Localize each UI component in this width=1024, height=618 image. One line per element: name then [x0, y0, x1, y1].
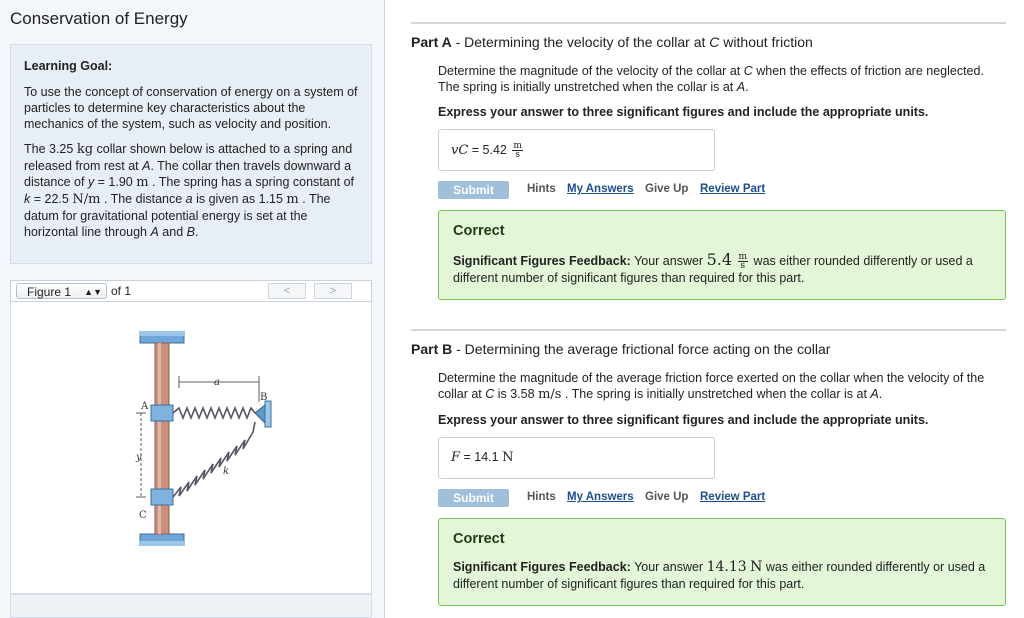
part-a-actions: [438, 181, 1006, 199]
part-b-correct-label: Correct: [453, 531, 505, 547]
part-a-my-answers-link[interactable]: My Answers: [567, 183, 634, 195]
learning-goal-heading: Learning Goal:: [24, 59, 113, 73]
part-b-review-part-link[interactable]: Review Part: [700, 491, 766, 503]
spring-anchor-B: [255, 405, 265, 423]
part-a-feedback-text: Significant Figures Feedback: Your answer 5.4 $\frac{m}{s}$ was either rounded differently or used a different number of significant figures than required for this part.: [453, 250, 973, 286]
part-b-answer-field[interactable]: [438, 437, 715, 479]
part-b-answer: F = 14.1 N: [451, 450, 514, 465]
label-C: C: [139, 510, 147, 521]
spring-stretched: [173, 422, 255, 497]
top-bracket: [140, 335, 184, 343]
updown-arrows-icon: ▲▼: [84, 287, 102, 297]
unit-fraction: $\frac{m}{s}$: [513, 141, 522, 160]
part-a-feedback: [438, 210, 1006, 300]
learning-goal-intro: To use the concept of conservation of energy on a system of particles to determine key characteristics about the mechanics of the system, such as velocity and position.: [24, 85, 358, 131]
part-b-instruction: Express your answer to three significant figures and include the appropriate units.: [438, 413, 929, 427]
part-a-submit-button[interactable]: Submit: [438, 181, 509, 199]
bottom-bracket: [140, 534, 184, 542]
page-title: Conservation of Energy: [10, 9, 188, 28]
part-a-answer-field[interactable]: [438, 129, 715, 171]
part-b-title: Part B - Determining the average frictional force acting on the collar: [411, 341, 831, 357]
velocity-symbol: vC: [451, 142, 469, 158]
label-B: B: [260, 392, 268, 403]
part-a-instruction: Express your answer to three significant figures and include the appropriate units.: [438, 105, 929, 119]
left-panel: [0, 0, 385, 618]
label-a: a: [214, 377, 220, 388]
part-a-correct-label: Correct: [453, 223, 505, 239]
part-a-section: [411, 22, 1006, 300]
next-figure-button[interactable]: >: [314, 283, 352, 299]
label-A: A: [141, 401, 149, 412]
part-b-submit-button[interactable]: Submit: [438, 489, 509, 507]
part-b-actions: [438, 489, 1006, 507]
figure-footer: [10, 594, 372, 618]
force-symbol: F: [451, 450, 461, 465]
part-a-give-up-link[interactable]: Give Up: [645, 183, 689, 195]
figure-area: [10, 302, 372, 594]
figure-toolbar: [10, 280, 372, 302]
collar-at-A: [151, 405, 173, 421]
figure-select[interactable]: Figure 1 ▲▼: [16, 283, 107, 299]
part-b-hints-link[interactable]: Hints: [527, 491, 556, 503]
part-b-feedback: [438, 518, 1006, 606]
spring-unstretched: [173, 408, 255, 418]
part-a-review-part-link[interactable]: Review Part: [700, 183, 766, 195]
problem-statement: The 3.25 kg collar shown below is attached to a spring and released from rest at A. The collar then travels downward a distance of y = 1.90 m . The spring has a spring constant of k = 22.5 N/m . The distance a is given as 1.15 m . The datum for gravitational potential energy is set at the horizontal line through A and B.: [24, 142, 355, 239]
part-a-description: Determine the magnitude of the velocity of the collar at C when the effects of friction are neglected. The spring is initially unstretched when the collar is at A.: [438, 64, 984, 94]
collar-at-C: [151, 489, 173, 505]
part-a-title: Part A - Determining the velocity of the collar at C without friction: [411, 34, 813, 50]
part-b-my-answers-link[interactable]: My Answers: [567, 491, 634, 503]
part-b-section: [411, 329, 1006, 606]
part-a-hints-link[interactable]: Hints: [527, 183, 556, 195]
prev-figure-button[interactable]: <: [268, 283, 306, 299]
part-b-divider: [411, 329, 1006, 331]
part-b-feedback-text: Significant Figures Feedback: Your answer 14.13 N was either rounded differently or used a different number of significant figures than required for this part.: [453, 559, 986, 591]
figure-count: of 1: [111, 284, 132, 298]
part-a-answer: vC = 5.42 $\frac{m}{s}$: [451, 141, 522, 160]
part-b-give-up-link[interactable]: Give Up: [645, 491, 689, 503]
collar-spring-diagram: [11, 302, 371, 592]
part-a-divider: [411, 22, 1006, 24]
learning-goal-box: [10, 44, 372, 264]
label-y: y: [136, 452, 142, 463]
label-k: k: [223, 466, 230, 477]
part-b-description: Determine the magnitude of the average friction force exerted on the collar when the velocity of the collar at C is 3.58 m/s . The spring is initially unstretched when the collar is at A.: [438, 371, 985, 402]
